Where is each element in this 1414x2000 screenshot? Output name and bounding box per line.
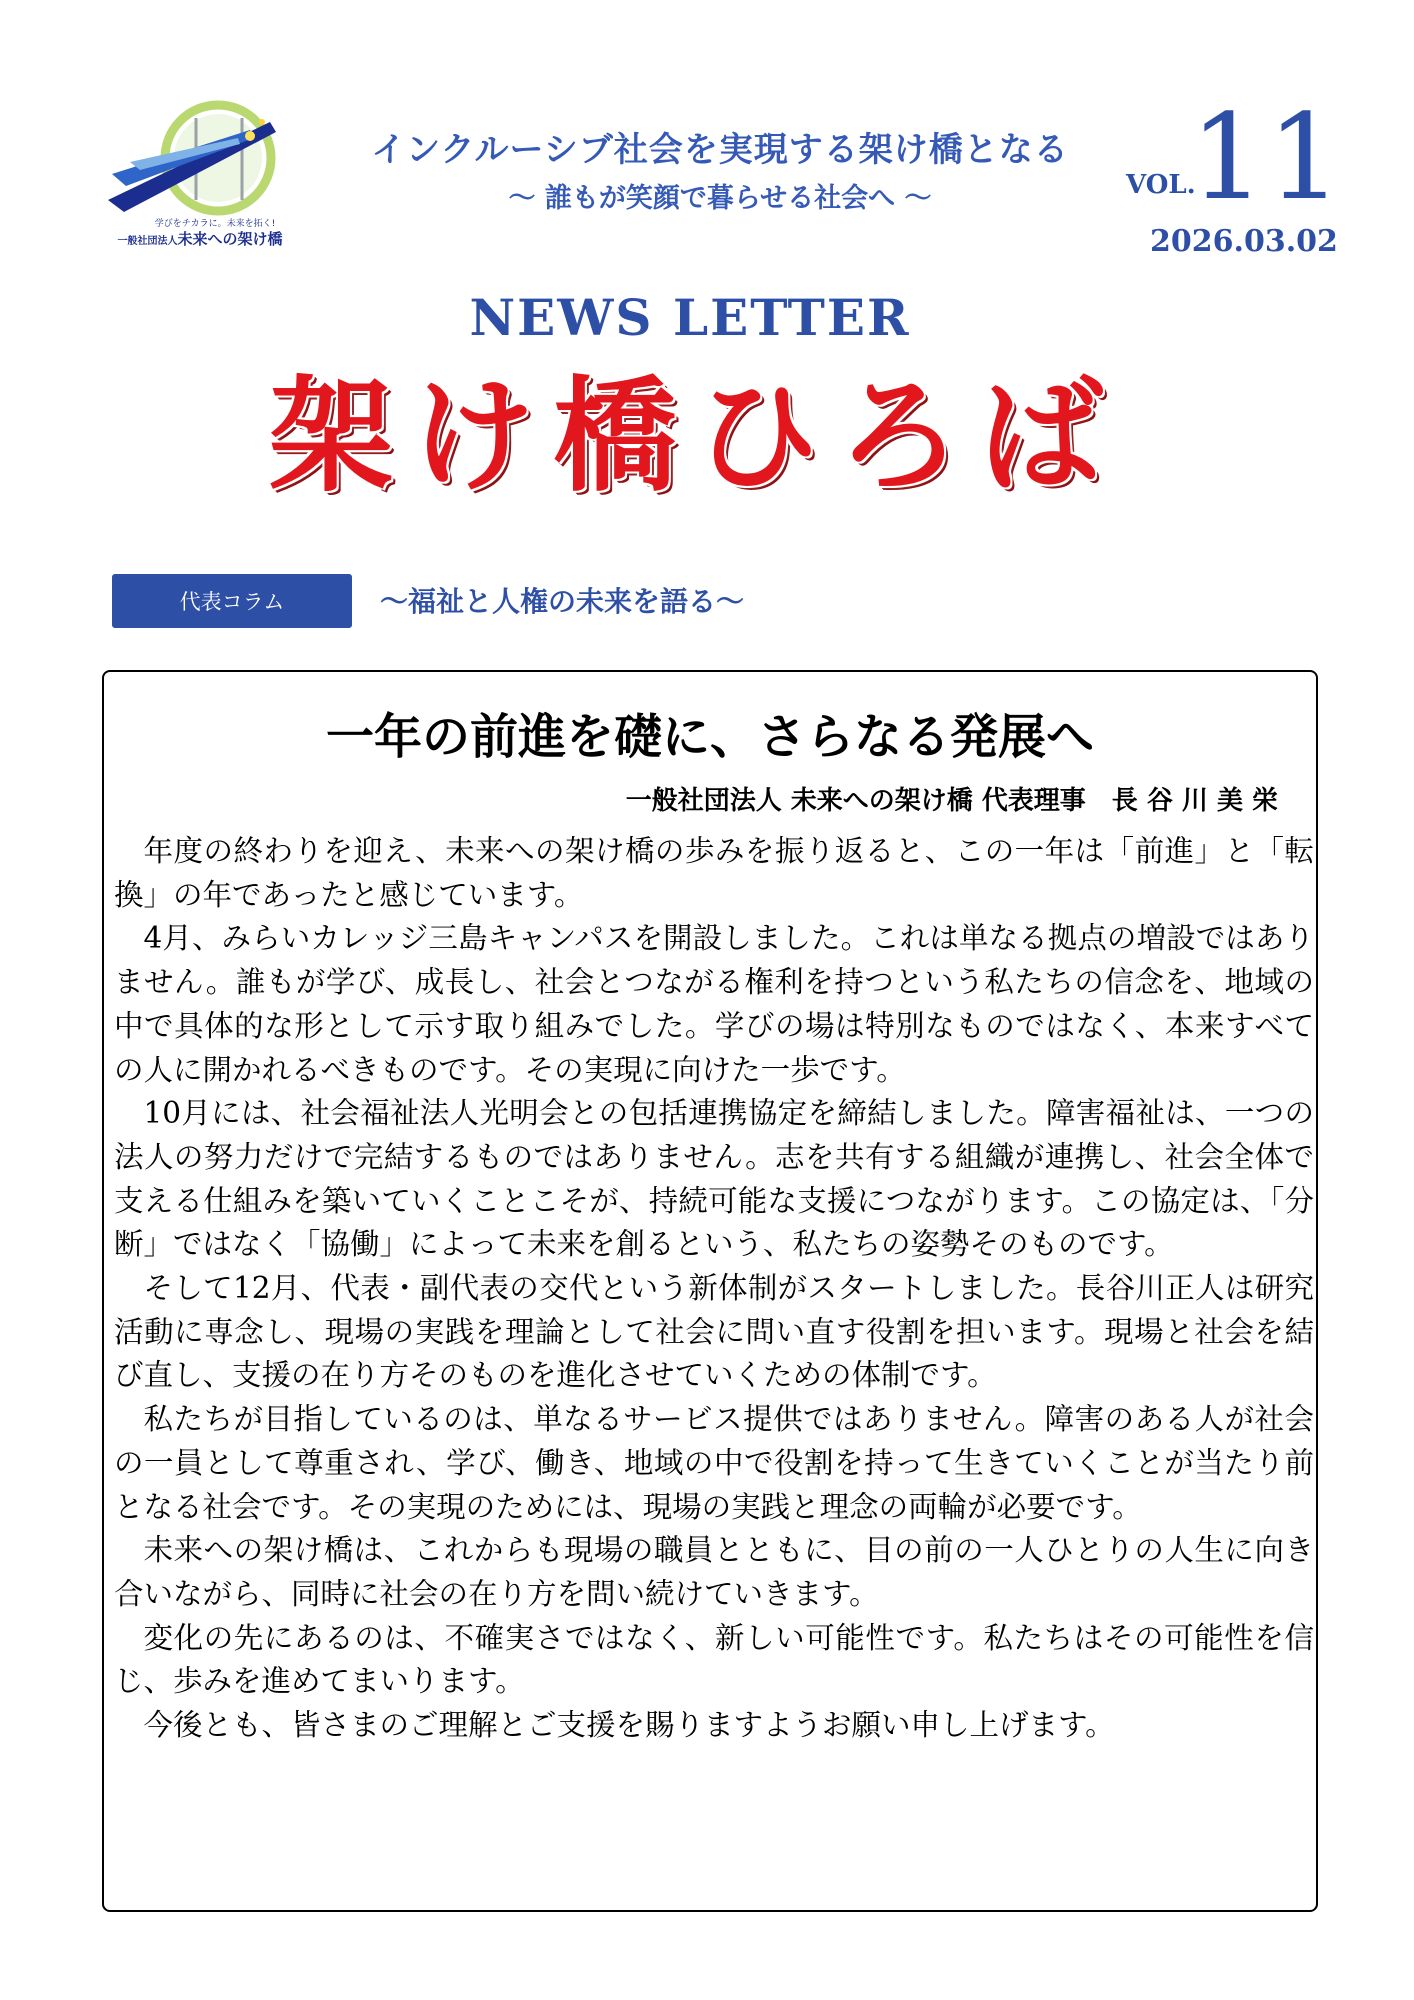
logo-org-main: 未来への架け橋 (177, 230, 283, 248)
column-subtitle: ～福祉と人権の未来を語る～ (380, 585, 745, 618)
article-author: 一般社団法人 未来への架け橋 代表理事 長 谷 川 美 栄 (625, 786, 1278, 816)
logo-tagline: 学びをチカラに。未来を拓く! (154, 219, 276, 229)
article-paragraph: 4月、みらいカレッジ三島キャンパスを開設しました。これは単なる拠点の増設ではありません。誰もが学び、成長し、社会とつながる権利を持つという私たちの信念を、地域の中で具体的な形として示す取り組みでした。学びの場は特別なものではなく、本来すべての人に開かれるべきものです。その実現に向けた一歩です。 (114, 921, 1314, 1087)
newsletter-title: 架け橋ひろば (268, 365, 1121, 509)
article-paragraph: そして12月、代表・副代表の交代という新体制がスタートしました。長谷川正人は研究活動に専念し、現場の実践を理論として社会に問い直す役割を担います。現場と社会を結び直し、支援の在り方そのものを進化させていくための体制です。 (114, 1271, 1314, 1393)
column-badge: 代表コラム (112, 574, 352, 628)
bridge-logo-icon (100, 100, 300, 220)
header-slogan: インクルーシブ社会を実現する架け橋となる (371, 130, 1069, 170)
article-paragraph: 10月には、社会福祉法人光明会との包括連携協定を締結しました。障害福祉は、一つの法人の努力だけで完結するものではありません。志を共有する組織が連携し、社会全体で支える仕組みを築いていくことこそが、持続可能な支援につながります。この協定は、「分断」ではなく「協働」によって未来を創るという、私たちの姿勢そのものです。 (114, 1096, 1314, 1262)
org-logo (100, 100, 300, 250)
volume-number: 11 (1190, 88, 1345, 226)
logo-org-prefix: 一般社団法人 (117, 236, 178, 247)
article-paragraph: 私たちが目指しているのは、単なるサービス提供ではありません。障害のある人が社会の一員として尊重され、学び、働き、地域の中で役割を持って生きていくことが当たり前となる社会です。その実現のためには、現場の実践と理念の両輪が必要です。 (114, 1402, 1314, 1524)
article-paragraph: 年度の終わりを迎え、未来への架け橋の歩みを振り返ると、この一年は「前進」と「転換」の年であったと感じています。 (114, 834, 1314, 912)
volume-label: VOL. (1126, 170, 1196, 200)
article-paragraph: 未来への架け橋は、これからも現場の職員とともに、目の前の一人ひとりの人生に向き合いながら、同時に社会の在り方を問い続けていきます。 (114, 1533, 1314, 1611)
article-paragraph: 今後とも、皆さまのご理解とご支援を賜りますようお願い申し上げます。 (143, 1708, 1115, 1743)
article-title: 一年の前進を礎に、さらなる発展へ (325, 709, 1094, 765)
article-body (114, 830, 1314, 1748)
issue-date: 2026.03.02 (1150, 224, 1338, 259)
article-box (102, 670, 1318, 1912)
article-paragraph: 変化の先にあるのは、不確実さではなく、新しい可能性です。私たちはその可能性を信じ、歩みを進めてまいります。 (114, 1620, 1314, 1699)
header-subslogan: ～ 誰もが笑顔で暮らせる社会へ ～ (508, 183, 932, 214)
logo-org-name (100, 228, 300, 249)
newsletter-label: NEWS LETTER (469, 288, 911, 347)
